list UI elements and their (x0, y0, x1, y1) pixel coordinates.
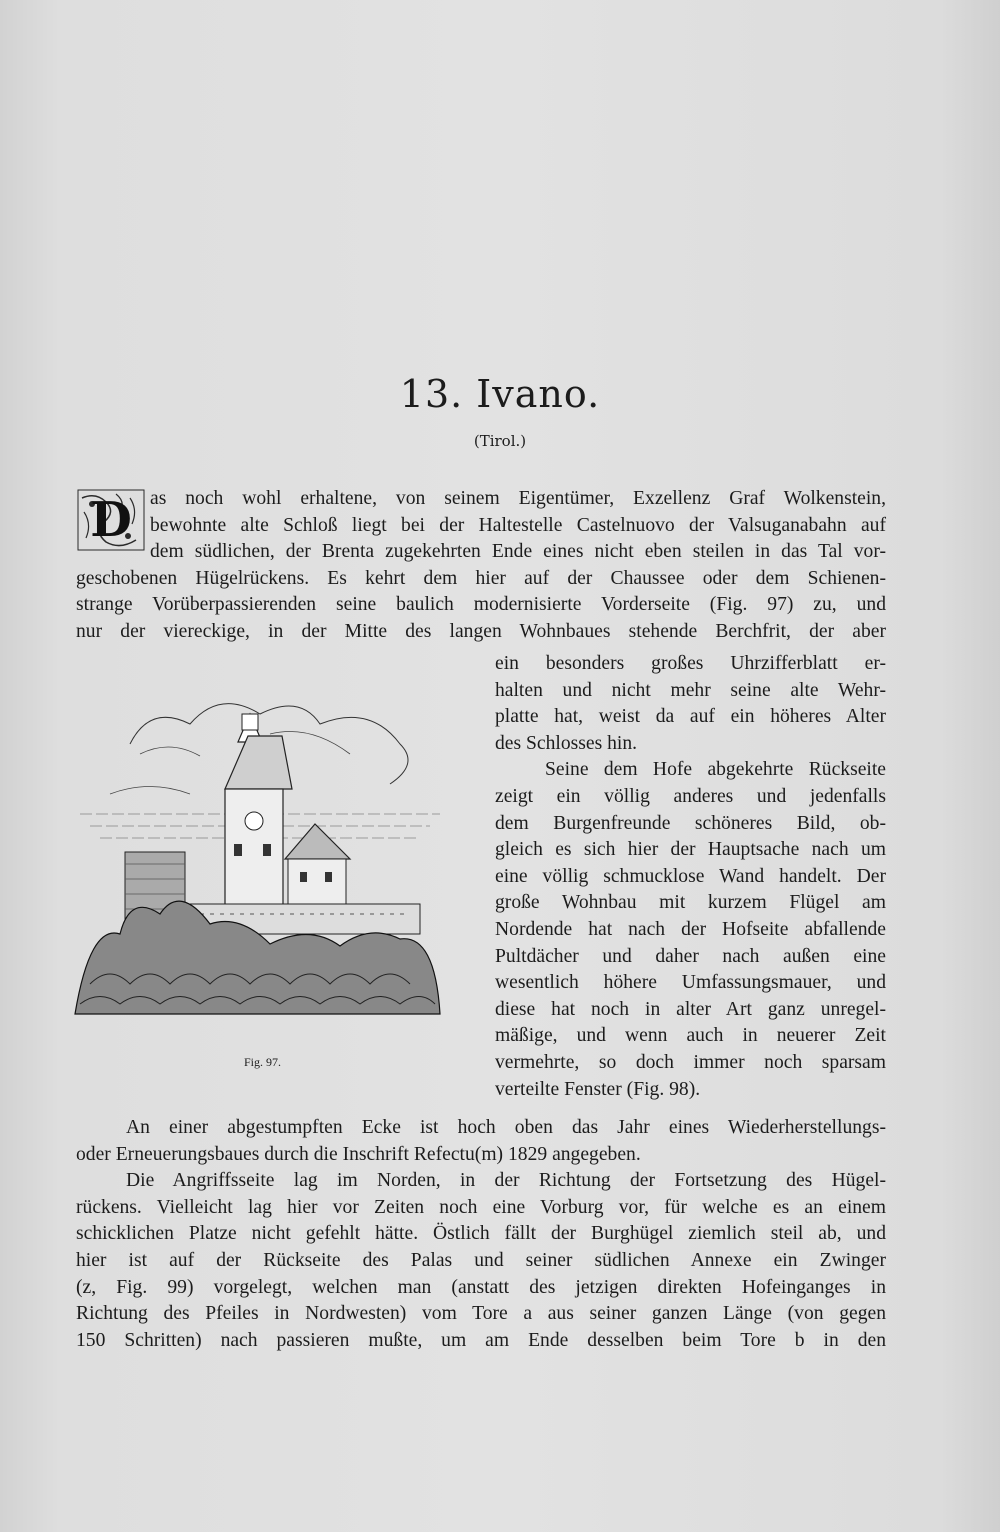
paragraph-intro (76, 486, 886, 646)
text-line: Die Angriffsseite lag im Norden, in der Richtung der Fortsetzung des Hügel- (126, 1170, 886, 1192)
text-line: Nordende hat nach der Hofseite abfallende (495, 918, 886, 940)
text-line: (z, Fig. 99) vorgelegt, welchen man (anstatt des jetzigen direkten Hofeinganges in (76, 1276, 886, 1298)
chapter-title: 13. Ivano. (399, 372, 601, 416)
castle-illustration (70, 684, 450, 1034)
text-line: platte hat, weist da auf ein höheres Alter (495, 706, 886, 728)
text-line: bewohnte alte Schloß liegt bei der Haltestelle Castelnuovo der Valsuganabahn auf (150, 514, 886, 536)
text-line: oder Erneuerungsbaues durch die Inschrift Refectu(m) 1829 angegeben. (76, 1143, 641, 1165)
text-line: vermehrte, so doch immer noch sparsam (495, 1051, 886, 1073)
text-line: An einer abgestumpften Ecke ist hoch oben das Jahr eines Wiederherstellungs- (126, 1117, 886, 1138)
text-line: gleich es sich hier der Hauptsache nach um (495, 839, 886, 861)
text-line: dem Burgenfreunde schöneres Bild, ob- (495, 812, 886, 834)
text-line: strange Vorüberpassierenden seine baulich modernisierte Vorderseite (Fig. 97) zu, und (76, 594, 886, 616)
figure-caption: Fig. 97. (244, 1055, 282, 1069)
paragraph-continued (76, 1115, 886, 1354)
text-line: Richtung des Pfeiles in Nordwesten) vom Tore a aus seiner ganzen Länge (von gegen (76, 1303, 886, 1325)
text-line: dem südlichen, der Brenta zugekehrten Ende eines nicht eben steilen in das Tal vor- (150, 541, 886, 563)
text-line: wesentlich höhere Umfassungsmauer, und (495, 972, 886, 994)
text-line: Pultdächer und daher nach außen eine (495, 945, 886, 967)
text-line: eine völlig schmucklose Wand handelt. Der (495, 865, 886, 887)
text-line: rückens. Vielleicht lag hier vor Zeiten noch eine Vorburg vor, für welche es an einem (76, 1196, 886, 1218)
text-line: as noch wohl erhaltene, von seinem Eigentümer, Exzellenz Graf Wolkenstein, (150, 488, 886, 509)
text-line: mäßige, und wenn auch in neuerer Zeit (495, 1025, 886, 1047)
text-line: zeigt ein völlig anderes und jedenfalls (495, 785, 886, 807)
text-line: 150 Schritten) nach passieren mußte, um am Ende desselben beim Tore b in den (76, 1329, 886, 1351)
text-line: schicklichen Platze nicht gefehlt hätte. Östlich fällt der Burghügel ziemlich steil ab, und (76, 1223, 886, 1245)
chapter-subtitle: (Tirol.) (473, 432, 527, 450)
text-line: hier ist auf der Rückseite des Palas und seiner südlichen Annexe ein Zwinger (76, 1249, 886, 1271)
text-line: geschobenen Hügelrückens. Es kehrt dem hier auf der Chaussee oder dem Schienen- (76, 567, 886, 589)
text-line: Seine dem Hofe abgekehrte Rückseite (545, 759, 886, 781)
text-line: verteilte Fenster (Fig. 98). (495, 1078, 701, 1100)
text-line: des Schlosses hin. (495, 732, 638, 754)
dropcap-letter: D (90, 492, 132, 548)
text-line: große Wohnbau mit kurzem Flügel am (495, 892, 886, 914)
text-line: diese hat noch in alter Art ganz unregel- (495, 998, 886, 1020)
text-line: nur der viereckige, in der Mitte des langen Wohnbaues stehende Berchfrit, der aber (76, 620, 886, 642)
paragraph-column (495, 651, 886, 1103)
text-line: ein besonders großes Uhrzifferblatt er- (495, 653, 886, 674)
text-line: halten und nicht mehr seine alte Wehr- (495, 679, 886, 701)
